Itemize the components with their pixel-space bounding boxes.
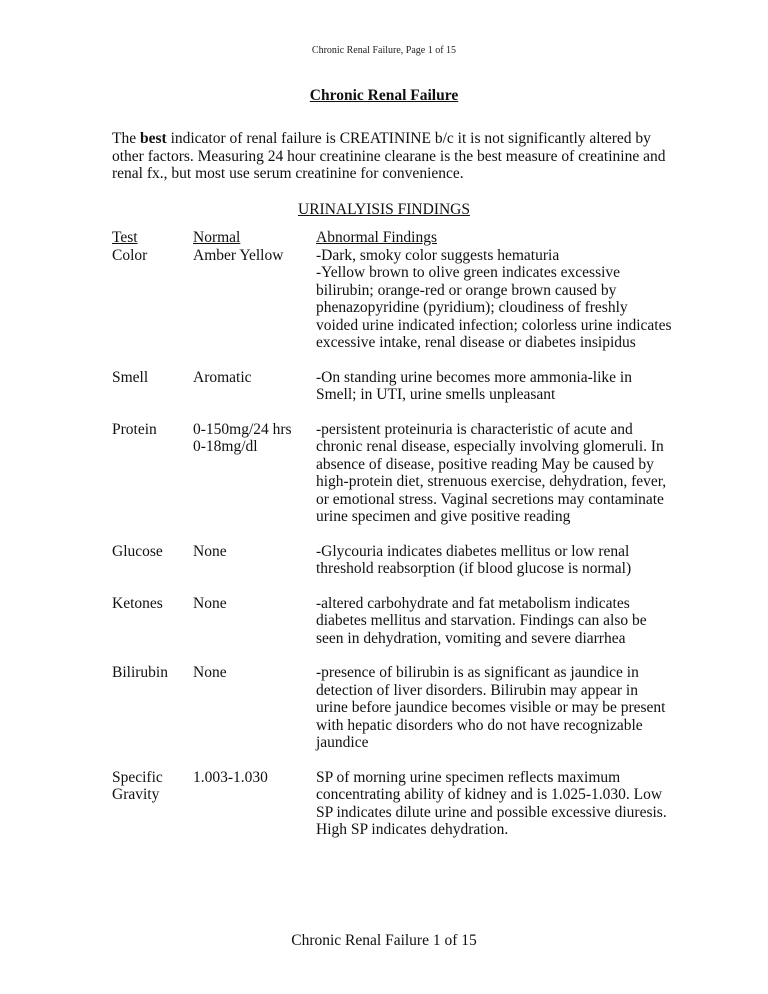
table-row [112,369,672,404]
test-cell: Glucose [112,542,163,560]
findings-cell: -On standing urine becomes more ammonia-like in Smell; in UTI, urine smells unpleasant [316,368,632,403]
header-normal-label: Normal [193,229,241,246]
urinalysis-table [112,229,672,839]
intro-rest: indicator of renal failure is CREATININE b/c it is not significantly altered by other factors. Measuring 24 hour creatinine clearane is the best measure of creatinine and renal fx., but most use serum creatinine for convenience. [112,130,666,182]
findings-cell: -presence of bilirubin is as significant as jaundice in detection of liver disorders. Bilirubin may appear in urine before jaundice becomes visible or may be present with hepatic disorders who do not have recognizable jaundice [316,664,666,751]
test-cell: Protein [112,420,157,438]
document-title: Chronic Renal Failure [309,87,459,104]
findings-cell: -Glycouria indicates diabetes mellitus or low renal threshold reabsorption (if blood glucose is normal) [316,542,632,577]
intro-bold: best [139,130,167,147]
normal-cell: None [193,542,227,560]
findings-cell: -Dark, smoky color suggests hematuria -Yellow brown to olive green indicates excessive bilirubin; orange-red or orange brown caused by phenazopyridine (pyridium); cloudiness of freshly voided urine indicated infection; colorless urine indicates excessive intake, renal disease or diabetes insipidus [316,246,672,351]
intro-prefix: The [112,130,140,147]
test-cell: Smell [112,368,149,386]
page-footer: Chronic Renal Failure 1 of 15 [291,932,477,949]
normal-cell: Aromatic [193,368,252,386]
test-cell: Specific Gravity [112,768,163,803]
table-header-row [112,229,672,247]
findings-cell: SP of morning urine specimen reflects maximum concentrating ability of kidney and is 1.025-1.030. Low SP indicates dilute urine and possible excessive diuresis. High SP indicates dehydration. [316,768,667,838]
table-row [112,595,672,648]
table-row [112,543,672,578]
normal-cell: Amber Yellow [193,246,284,264]
header-findings-label: Abnormal Findings [316,229,437,246]
test-cell: Bilirubin [112,664,168,681]
normal-cell: None [193,664,227,681]
header-test [112,229,193,247]
table-row [112,664,672,752]
normal-cell: 1.003-1.030 [193,768,268,786]
table-row [112,247,672,352]
table-row [112,769,672,839]
test-cell: Color [112,246,148,264]
findings-cell: -persistent proteinuria is characteristic of acute and chronic renal disease, especially involving glomeruli. In absence of disease, positive reading May be caused by high-protein diet, strenuous exercise, dehydration, fever, or emotional stress. Vaginal secretions may contaminate urine specimen and give positive reading [316,420,667,525]
intro-paragraph [112,130,672,183]
table-row [112,421,672,526]
page-header: Chronic Renal Failure, Page 1 of 15 [311,45,457,56]
section-title: URINALYISIS FINDINGS [298,201,470,218]
normal-cell: None [193,594,227,612]
normal-cell: 0-150mg/24 hrs 0-18mg/dl [193,420,292,455]
header-findings [316,229,672,247]
table-body [112,247,672,839]
findings-cell: -altered carbohydrate and fat metabolism indicates diabetes mellitus and starvation. Findings can also be seen in dehydration, vomiting and severe diarrhea [316,594,647,647]
header-normal [193,229,316,247]
header-test-label: Test [112,229,138,246]
test-cell: Ketones [112,594,163,612]
